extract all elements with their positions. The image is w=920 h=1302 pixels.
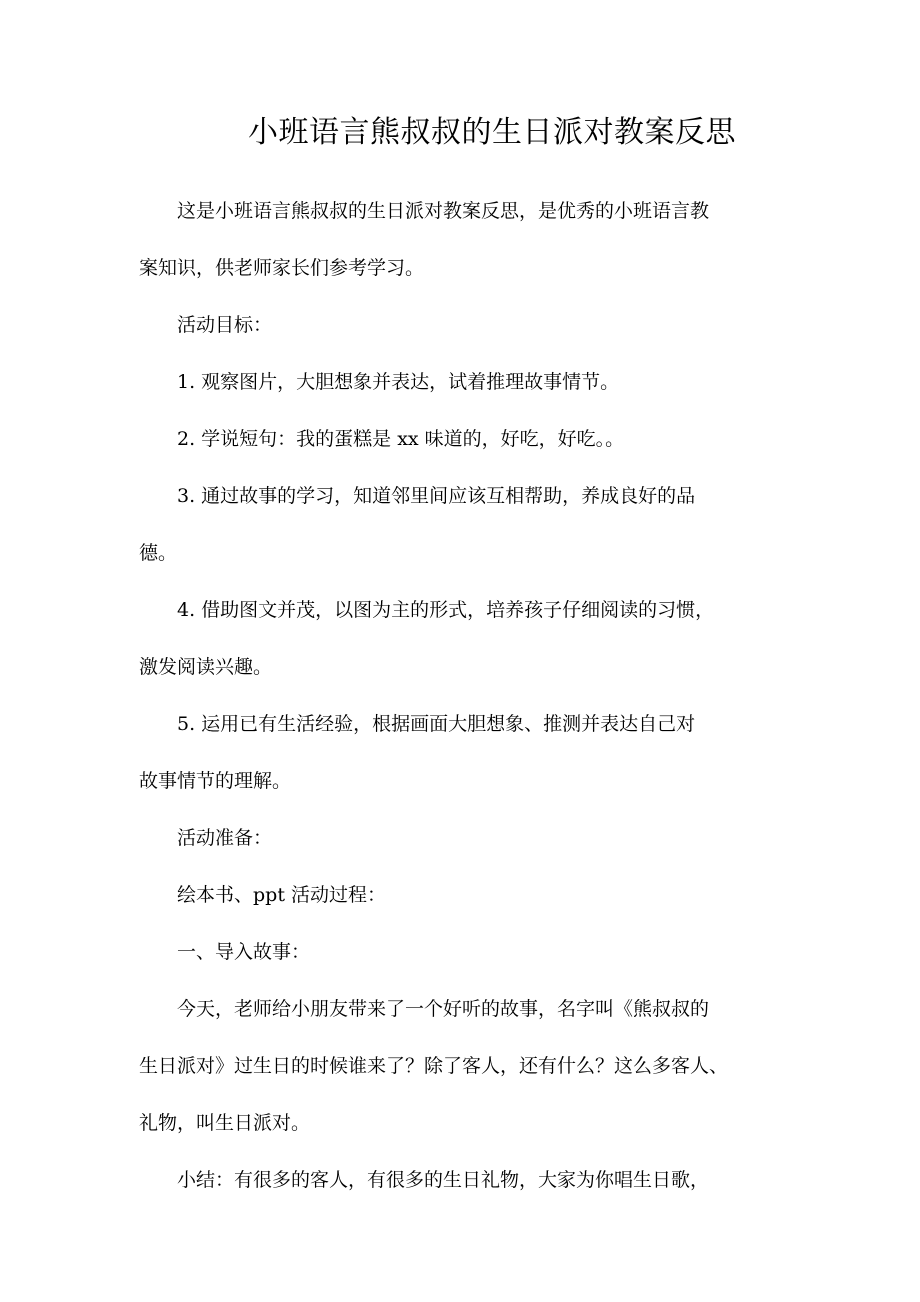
paragraph-section-1-heading xyxy=(139,938,785,966)
paragraph-line: 故事情节的理解。 xyxy=(139,770,292,792)
document-body xyxy=(139,197,785,1223)
paragraph-line: 今天，老师给小朋友带来了一个好听的故事，名字叫《熊叔叔的 xyxy=(177,998,710,1020)
paragraph-line: 小结：有很多的客人，有很多的生日礼物，大家为你唱生日歌， xyxy=(177,1169,710,1191)
paragraph-line: 一、导入故事： xyxy=(177,941,311,963)
paragraph-goal-1 xyxy=(139,368,785,396)
paragraph-goals-heading xyxy=(139,311,785,339)
paragraph-goal-2 xyxy=(139,425,785,453)
paragraph-line: 绘本书、ppt 活动过程： xyxy=(177,884,387,906)
paragraph-goal-4 xyxy=(139,596,785,681)
paragraph-line: 5. 运用已有生活经验，根据画面大胆想象、推测并表达自己对 xyxy=(177,713,696,735)
paragraph-line: 激发阅读兴趣。 xyxy=(139,656,273,678)
paragraph-prep-heading xyxy=(139,824,785,852)
paragraph-line: 活动准备： xyxy=(177,827,273,849)
paragraph-line: 案知识，供老师家长们参考学习。 xyxy=(139,257,425,279)
paragraph-intro xyxy=(139,197,785,282)
paragraph-line: 1. 观察图片，大胆想象并表达，试着推理故事情节。 xyxy=(177,371,620,393)
paragraph-line: 德。 xyxy=(139,542,178,564)
paragraph-line: 2. 学说短句：我的蛋糕是 xx 味道的，好吃，好吃。。 xyxy=(177,428,625,450)
paragraph-line: 生日派对》过生日的时候谁来了？除了客人，还有什么？这么多客人、 xyxy=(139,1055,729,1077)
paragraph-goal-5 xyxy=(139,710,785,795)
paragraph-line: 3. 通过故事的学习，知道邻里间应该互相帮助，养成良好的品 xyxy=(177,485,696,507)
paragraph-story-intro xyxy=(139,995,785,1137)
paragraph-line: 礼物，叫生日派对。 xyxy=(139,1112,311,1134)
paragraph-goal-3 xyxy=(139,482,785,567)
paragraph-line: 4. 借助图文并茂，以图为主的形式，培养孩子仔细阅读的习惯， xyxy=(177,599,715,621)
paragraph-line: 活动目标： xyxy=(177,314,273,336)
paragraph-line: 这是小班语言熊叔叔的生日派对教案反思，是优秀的小班语言教 xyxy=(177,200,710,222)
paragraph-summary xyxy=(139,1166,785,1194)
paragraph-materials xyxy=(139,881,785,909)
document-title: 小班语言熊叔叔的生日派对教案反思 xyxy=(248,115,736,150)
